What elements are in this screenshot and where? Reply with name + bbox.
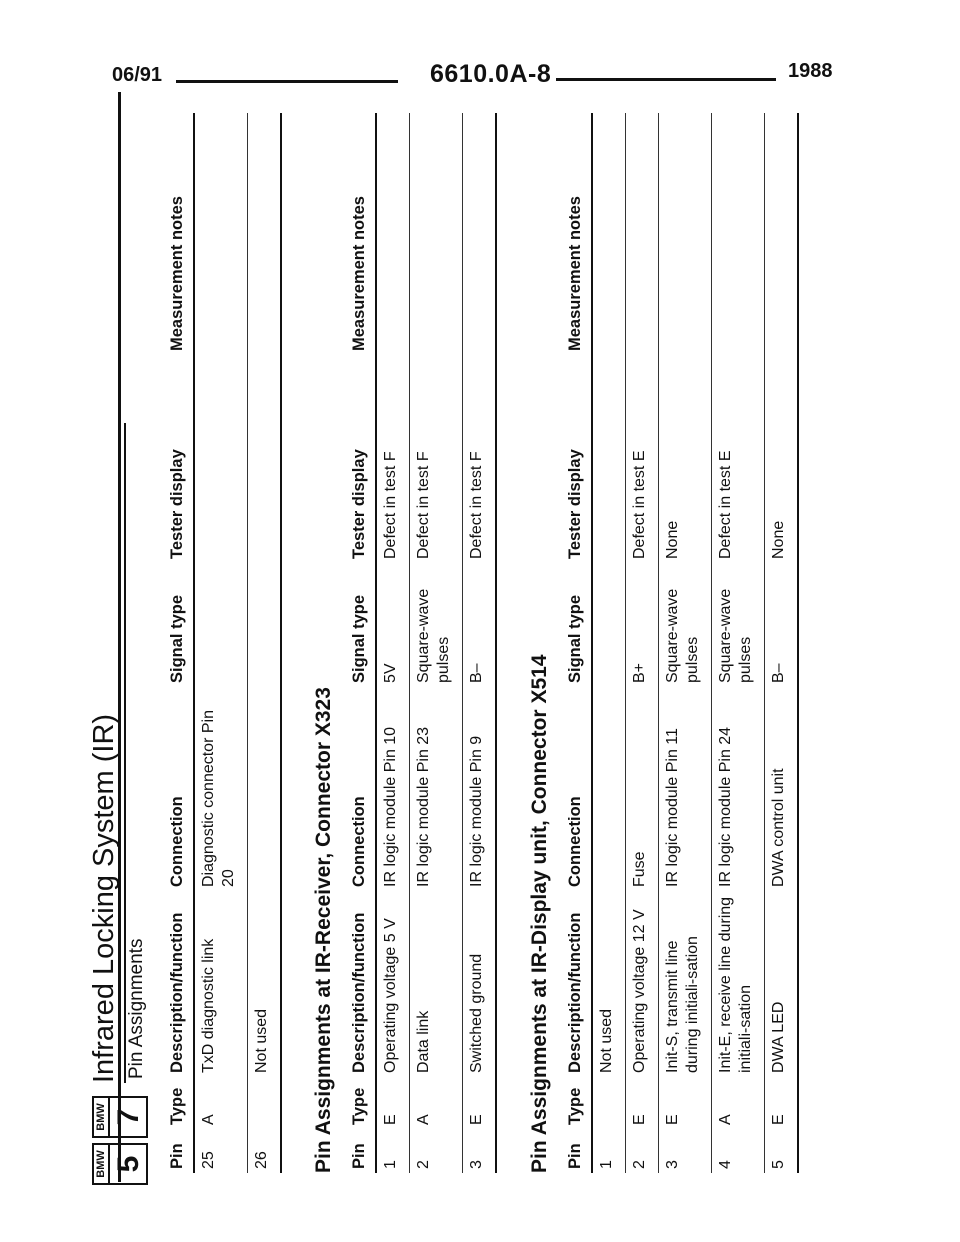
col-pin: Pin xyxy=(168,1129,194,1173)
col-signal: Signal type xyxy=(566,563,592,687)
cell-desc: Not used xyxy=(592,891,626,1077)
cell-signal: Square-wave pulses xyxy=(410,563,463,687)
cell-pin: 3 xyxy=(463,1129,497,1173)
col-tester: Tester display xyxy=(566,355,592,563)
pin-table-ir-display xyxy=(566,113,799,1173)
cell-desc: Switched ground xyxy=(463,891,497,1077)
cell-conn xyxy=(248,687,282,891)
col-conn: Connection xyxy=(566,687,592,891)
cell-desc: Init-S, transmit line during initiali-sation xyxy=(659,891,712,1077)
cell-notes xyxy=(712,113,765,355)
bmw-7-series-badge: BMW 7 xyxy=(92,1096,148,1138)
col-type: Type xyxy=(350,1077,376,1129)
cell-notes xyxy=(376,113,410,355)
cell-notes xyxy=(248,113,282,355)
cell-conn xyxy=(592,687,626,891)
col-tester: Tester display xyxy=(168,355,194,563)
cell-type: E xyxy=(659,1077,712,1129)
cell-pin: 2 xyxy=(626,1129,659,1173)
cell-conn: IR logic module Pin 10 xyxy=(376,687,410,891)
cell-pin: 3 xyxy=(659,1129,712,1173)
table-row xyxy=(376,113,410,1173)
table-row xyxy=(194,113,248,1173)
table-row xyxy=(659,113,712,1173)
model-year: 1988 xyxy=(788,60,833,82)
col-tester: Tester display xyxy=(350,355,376,563)
cell-notes xyxy=(659,113,712,355)
table-row xyxy=(463,113,497,1173)
section-title-ir-receiver: Pin Assignments at IR-Receiver, Connector X323 xyxy=(312,687,335,1173)
table-header-row xyxy=(168,113,194,1173)
table-header-row xyxy=(350,113,376,1173)
cell-desc: Data link xyxy=(410,891,463,1077)
cell-type: A xyxy=(712,1077,765,1129)
col-signal: Signal type xyxy=(350,563,376,687)
cell-notes xyxy=(592,113,626,355)
cell-signal: Square-wave pulses xyxy=(659,563,712,687)
cell-tester: None xyxy=(659,355,712,563)
cell-signal: B– xyxy=(765,563,799,687)
issue-date: 06/91 xyxy=(112,64,163,86)
col-type: Type xyxy=(566,1077,592,1129)
cell-conn: Diagnostic connector Pin 20 xyxy=(194,687,248,891)
cell-tester xyxy=(592,355,626,563)
cell-pin: 25 xyxy=(194,1129,248,1173)
cell-signal xyxy=(592,563,626,687)
cell-desc: Operating voltage 12 V xyxy=(626,891,659,1077)
cell-signal xyxy=(194,563,248,687)
table-row xyxy=(410,113,463,1173)
cell-conn: IR logic module Pin 11 xyxy=(659,687,712,891)
cell-tester: Defect in test F xyxy=(463,355,497,563)
rotated-page-content xyxy=(90,90,810,1185)
cell-type: E xyxy=(626,1077,659,1129)
cell-pin: 1 xyxy=(376,1129,410,1173)
cell-tester xyxy=(248,355,282,563)
cell-pin: 26 xyxy=(248,1129,282,1173)
cell-conn: Fuse xyxy=(626,687,659,891)
bmw-series-logo xyxy=(90,1095,150,1185)
pin-table-continued xyxy=(168,113,282,1173)
cell-pin: 2 xyxy=(410,1129,463,1173)
table-header-row xyxy=(566,113,592,1173)
col-notes: Measurement notes xyxy=(350,113,376,355)
cell-desc: Not used xyxy=(248,891,282,1077)
cell-type: A xyxy=(194,1077,248,1129)
cell-notes xyxy=(626,113,659,355)
cell-type: A xyxy=(410,1077,463,1129)
cell-desc: Operating voltage 5 V xyxy=(376,891,410,1077)
cell-signal: Square-wave pulses xyxy=(712,563,765,687)
col-notes: Measurement notes xyxy=(566,113,592,355)
cell-conn: IR logic module Pin 9 xyxy=(463,687,497,891)
table-row xyxy=(765,113,799,1173)
cell-pin: 1 xyxy=(592,1129,626,1173)
cell-conn: IR logic module Pin 23 xyxy=(410,687,463,891)
col-conn: Connection xyxy=(168,687,194,891)
col-pin: Pin xyxy=(566,1129,592,1173)
cell-desc: Init-E, receive line during initiali-sation xyxy=(712,891,765,1077)
header-rule-left xyxy=(176,80,398,83)
col-desc: Description/function xyxy=(168,891,194,1077)
cell-tester: Defect in test F xyxy=(410,355,463,563)
cell-tester xyxy=(194,355,248,563)
cell-signal: 5V xyxy=(376,563,410,687)
cell-type: E xyxy=(463,1077,497,1129)
col-type: Type xyxy=(168,1077,194,1129)
col-pin: Pin xyxy=(350,1129,376,1173)
table-row xyxy=(626,113,659,1173)
cell-notes xyxy=(463,113,497,355)
col-conn: Connection xyxy=(350,687,376,891)
bmw-5-series-badge: BMW 5 xyxy=(92,1143,148,1185)
cell-signal: B+ xyxy=(626,563,659,687)
cell-pin: 5 xyxy=(765,1129,799,1173)
cell-signal: B– xyxy=(463,563,497,687)
col-signal: Signal type xyxy=(168,563,194,687)
table-row xyxy=(248,113,282,1173)
cell-conn: DWA control unit xyxy=(765,687,799,891)
cell-type: E xyxy=(765,1077,799,1129)
cell-notes xyxy=(194,113,248,355)
cell-notes xyxy=(410,113,463,355)
cell-tester: None xyxy=(765,355,799,563)
cell-type: E xyxy=(376,1077,410,1129)
cell-desc: TxD diagnostic link xyxy=(194,891,248,1077)
table-row xyxy=(592,113,626,1173)
cell-tester: Defect in test E xyxy=(712,355,765,563)
cell-desc: DWA LED xyxy=(765,891,799,1077)
cell-tester: Defect in test E xyxy=(626,355,659,563)
cell-notes xyxy=(765,113,799,355)
cell-type xyxy=(592,1077,626,1129)
document-code: 6610.0A-8 xyxy=(430,60,552,88)
section-title-ir-display: Pin Assignments at IR-Display unit, Connector X514 xyxy=(528,654,551,1173)
cell-signal xyxy=(248,563,282,687)
col-notes: Measurement notes xyxy=(168,113,194,355)
table-row xyxy=(712,113,765,1173)
pin-table-ir-receiver xyxy=(350,113,497,1173)
page-title: Infrared Locking System (IR) xyxy=(88,713,120,1083)
cell-tester: Defect in test F xyxy=(376,355,410,563)
col-desc: Description/function xyxy=(350,891,376,1077)
cell-pin: 4 xyxy=(712,1129,765,1173)
cell-conn: IR logic module Pin 24 xyxy=(712,687,765,891)
header-rule-right xyxy=(556,78,776,81)
page-subtitle: Pin Assignments xyxy=(126,938,147,1079)
col-desc: Description/function xyxy=(566,891,592,1077)
cell-type xyxy=(248,1077,282,1129)
